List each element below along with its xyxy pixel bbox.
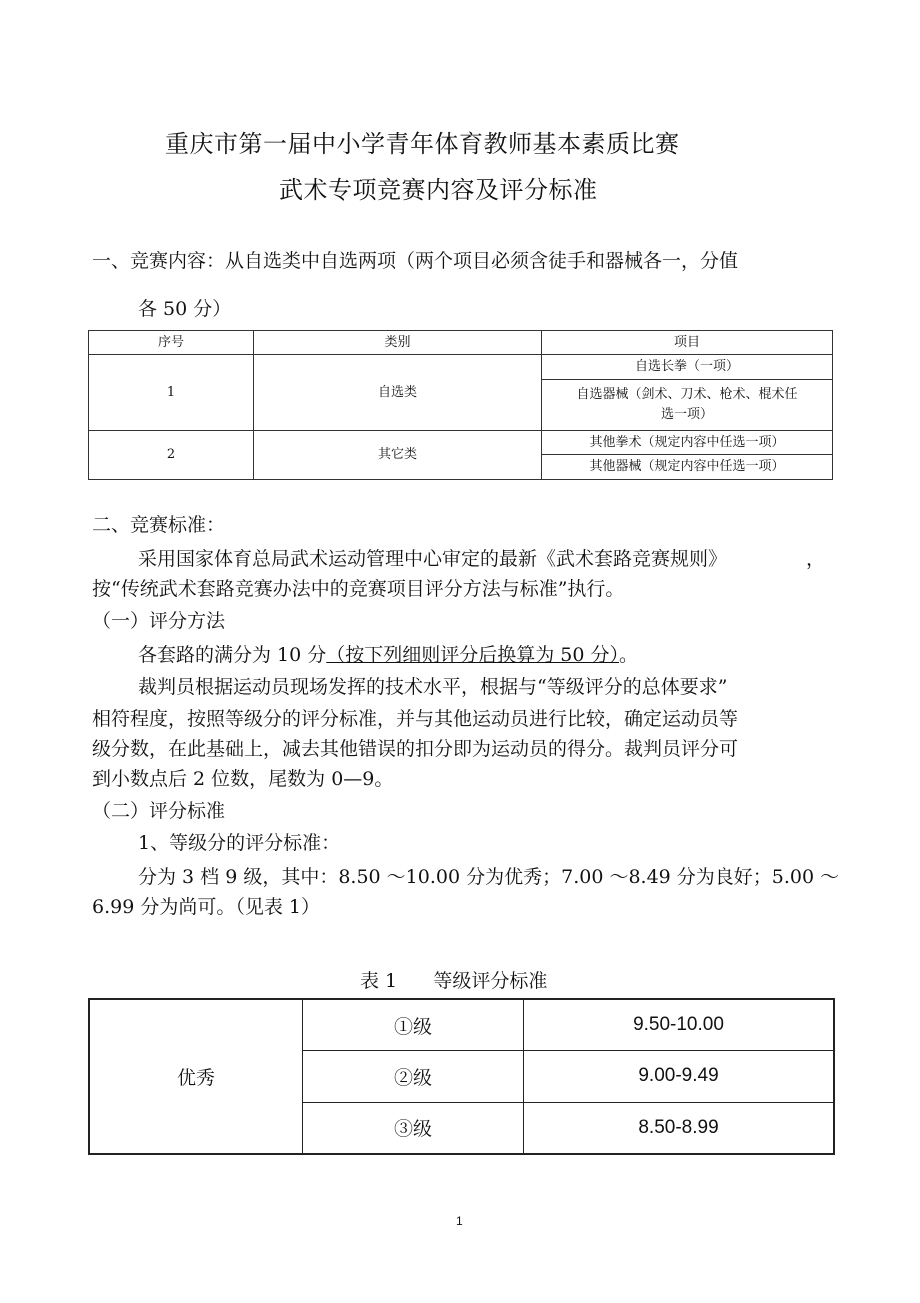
table-header-no: 序号 (89, 331, 254, 355)
section1-line2: 各 50 分） (138, 298, 232, 320)
document-title-line1: 重庆市第一届中小学青年体育教师基本素质比赛 (165, 130, 680, 158)
full-score-suffix: 。 (619, 644, 639, 666)
table1-level-cell: ①级 (303, 999, 524, 1051)
section2-p1-line1: 采用国家体育总局武术运动管理中心审定的最新《武术套路竞赛规则》 (138, 548, 728, 570)
table-header-category: 类别 (254, 331, 542, 355)
table1-group-cell: 优秀 (89, 999, 303, 1154)
section2-p1-line2: 按“传统武术套路竞赛办法中的竞赛项目评分方法与标准”执行。 (92, 578, 625, 600)
table-cell-category: 自选类 (254, 355, 542, 431)
table-cell-category: 其它类 (254, 430, 542, 479)
table1-range-cell: 9.00-9.49 (524, 1051, 835, 1102)
table-cell-item (542, 379, 833, 430)
table-header-item: 项目 (542, 331, 833, 355)
table1-level-cell: ③级 (303, 1102, 524, 1154)
table1-range-cell: 9.50-10.00 (524, 999, 835, 1051)
section2-p2-line2: 相符程度，按照等级分的评分标准，并与其他运动员进行比较，确定运动员等 (92, 708, 739, 730)
section2-p1-comma: ， (806, 548, 826, 570)
table-cell-item-line: 选一项） (660, 406, 713, 422)
subsection-scoring-method: （一）评分方法 (92, 610, 226, 632)
section2-p3-line2: 6.99 分为尚可。（见表 1） (92, 896, 320, 918)
grade-score-table (88, 998, 835, 1155)
grade-standard-heading: 1、等级分的评分标准： (138, 832, 341, 854)
full-score-line (138, 640, 638, 667)
document-title-line2: 武术专项竞赛内容及评分标准 (279, 176, 598, 204)
section1-line1: 一、竞赛内容：从自选类中自选两项（两个项目必须含徒手和器械各一，分值 (92, 250, 739, 272)
section2-p2-line1: 裁判员根据运动员现场发挥的技术水平，根据与“等级评分的总体要求” (138, 676, 728, 698)
section2-p2-line3: 级分数，在此基础上，减去其他错误的扣分即为运动员的得分。裁判员评分可 (92, 738, 739, 760)
table-cell-item-line: 自选器械（剑术、刀术、枪术、棍术任 (576, 386, 798, 402)
table1-caption: 表 1 等级评分标准 (360, 970, 548, 992)
full-score-underlined: （按下列细则评分后换算为 50 分） (326, 644, 620, 666)
full-score-prefix: 各套路的满分为 10 分 (138, 644, 327, 666)
section2-heading: 二、竞赛标准： (92, 514, 226, 536)
subsection-scoring-standard: （二）评分标准 (92, 800, 226, 822)
table-cell-no: 1 (89, 355, 254, 431)
section2-p3-line1: 分为 3 档 9 级，其中：8.50 ～10.00 分为优秀；7.00 ～8.49 分为良好；5.00 ～ (138, 866, 840, 888)
table-cell-item: 其他器械（规定内容中任选一项） (542, 455, 833, 480)
table-cell-item: 自选长拳（一项） (542, 355, 833, 379)
section2-p2-line4: 到小数点后 2 位数，尾数为 0—9。 (92, 768, 394, 790)
page-number: 1 (456, 1214, 463, 1228)
table1-level-cell: ②级 (303, 1051, 524, 1102)
table-cell-no: 2 (89, 430, 254, 479)
table-cell-item: 其他拳术（规定内容中任选一项） (542, 430, 833, 454)
competition-content-table (88, 330, 833, 480)
table1-range-cell: 8.50-8.99 (524, 1102, 835, 1154)
